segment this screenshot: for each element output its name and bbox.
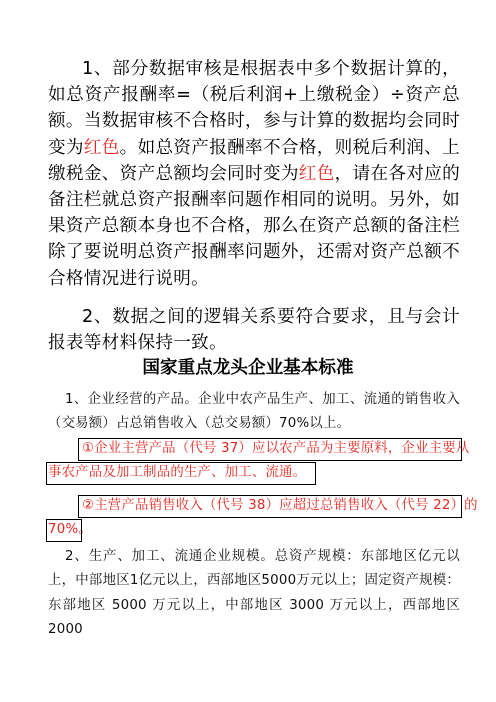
criterion-1-border-top bbox=[78, 438, 462, 461]
red-highlight-2: 红色 bbox=[298, 163, 335, 184]
standard-section-1: 1、企业经营的产品。企业中农产品生产、加工、流通的销售收入（交易额）占总销售收入（总交易额）70%以上。 bbox=[48, 392, 460, 432]
criterion-1-line-2 bbox=[48, 461, 460, 485]
criterion-2-border-top bbox=[78, 495, 462, 518]
criterion-1-line-1-text: ①企业主营产品（代号 37）应以农产品为主要原料，企业主要从 bbox=[82, 441, 470, 456]
criterion-2-border-bottom bbox=[46, 519, 82, 542]
red-highlight-1: 红色 bbox=[83, 137, 120, 158]
criterion-1-border-bottom bbox=[46, 462, 316, 485]
intro-point-1-text-b: 。如总资产报酬率不合格，则税后利润、上缴税金、资产总额均会同时变为 bbox=[48, 137, 460, 184]
intro-point-1-text-c: ，请在各对应的备注栏就总资产报酬率问题作相同的说明。另外，如果资产总额本身也不合格，那么在资产总额的备注栏除了要说明总资产报酬率问题外，还需对资产总额不合格情况进行说明。 bbox=[48, 163, 460, 289]
criterion-1-line-2-text: 事农产品及加工制品的生产、加工、流通。 bbox=[48, 465, 307, 481]
criterion-1-line-1 bbox=[48, 437, 470, 461]
criterion-2 bbox=[48, 494, 478, 543]
intro-point-2-text: 2、数据之间的逻辑关系要符合要求，且与会计报表等材料保持一致。 bbox=[48, 307, 460, 354]
criterion-1 bbox=[48, 437, 470, 486]
standard-title: 国家重点龙头企业基本标准 bbox=[142, 358, 354, 378]
criterion-2-line-2 bbox=[48, 518, 460, 542]
intro-point-1-text-a: 1、部分数据审核是根据表中多个数据计算的，如总资产报酬率=（税后利润+上缴税金）÷资产总额。当数据审核不合格时，参与计算的数据均会同时变为 bbox=[48, 59, 460, 158]
criterion-2-line-1 bbox=[48, 494, 478, 518]
intro-point-1 bbox=[48, 56, 460, 292]
criterion-2-line-2-text: 70%。 bbox=[48, 522, 92, 538]
criterion-2-line-1-text: ②主营产品销售收入（代号 38）应超过总销售收入（代号 22）的 bbox=[82, 498, 478, 513]
standard-section-2: 2、生产、加工、流通企业规模。总资产规模：东部地区亿元以上，中部地区1亿元以上，西部地区5000万元以上；固定资产规模：东部地区 5000 万元以上，中部地区 3000 万元以上，西部地区 2000 bbox=[48, 549, 460, 638]
intro-point-2 bbox=[48, 304, 460, 356]
